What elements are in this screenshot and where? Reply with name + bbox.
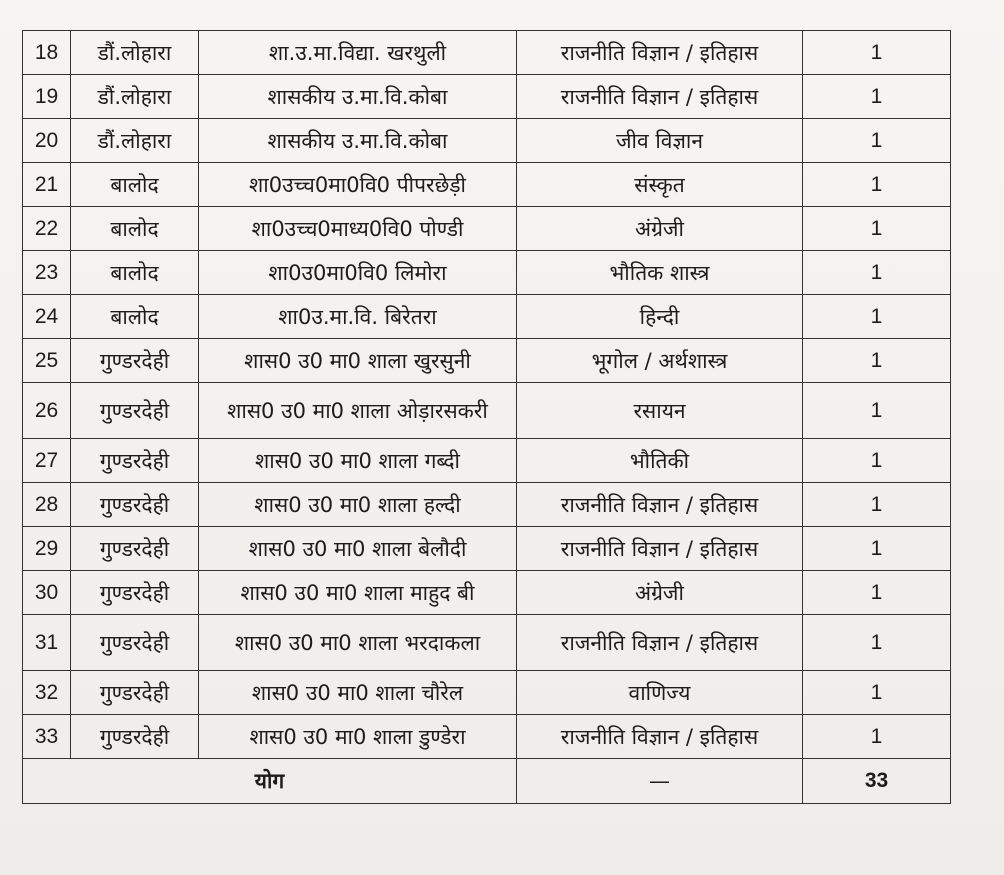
table-row <box>23 251 951 295</box>
post-count-cell: 1 <box>803 119 951 163</box>
serial-number-cell: 24 <box>23 295 71 339</box>
post-count-cell: 1 <box>803 527 951 571</box>
table-row <box>23 571 951 615</box>
post-count-cell: 1 <box>803 251 951 295</box>
post-count-cell: 1 <box>803 715 951 759</box>
table-row <box>23 339 951 383</box>
post-count-cell: 1 <box>803 75 951 119</box>
subject-cell: राजनीति विज्ञान / इतिहास <box>517 31 803 75</box>
table-row <box>23 163 951 207</box>
subject-cell: राजनीति विज्ञान / इतिहास <box>517 483 803 527</box>
post-count-cell: 1 <box>803 439 951 483</box>
school-name-cell: शासकीय उ.मा.वि.कोबा <box>199 75 517 119</box>
post-count-cell: 1 <box>803 163 951 207</box>
table-row <box>23 31 951 75</box>
serial-number-cell: 32 <box>23 671 71 715</box>
serial-number-cell: 29 <box>23 527 71 571</box>
school-name-cell: शा0उच्च0मा0वि0 पीपरछेड़ी <box>199 163 517 207</box>
subject-cell: राजनीति विज्ञान / इतिहास <box>517 527 803 571</box>
block-cell: गुण्डरदेही <box>71 571 199 615</box>
school-name-cell: शा0उच्च0माध्य0वि0 पोण्डी <box>199 207 517 251</box>
table-row <box>23 615 951 671</box>
serial-number-cell: 22 <box>23 207 71 251</box>
subject-cell: भूगोल / अर्थशास्त्र <box>517 339 803 383</box>
school-name-cell: शास0 उ0 मा0 शाला माहुद बी <box>199 571 517 615</box>
subject-cell: राजनीति विज्ञान / इतिहास <box>517 715 803 759</box>
table-row <box>23 527 951 571</box>
table-row <box>23 383 951 439</box>
total-count: 33 <box>803 759 951 804</box>
table-row <box>23 75 951 119</box>
subject-cell: भौतिक शास्त्र <box>517 251 803 295</box>
school-name-cell: शास0 उ0 मा0 शाला भरदाकला <box>199 615 517 671</box>
serial-number-cell: 28 <box>23 483 71 527</box>
block-cell: गुण्डरदेही <box>71 615 199 671</box>
post-count-cell: 1 <box>803 207 951 251</box>
subject-cell: राजनीति विज्ञान / इतिहास <box>517 615 803 671</box>
block-cell: गुण्डरदेही <box>71 527 199 571</box>
serial-number-cell: 21 <box>23 163 71 207</box>
serial-number-cell: 19 <box>23 75 71 119</box>
post-count-cell: 1 <box>803 483 951 527</box>
serial-number-cell: 33 <box>23 715 71 759</box>
block-cell: गुण्डरदेही <box>71 715 199 759</box>
block-cell: बालोद <box>71 251 199 295</box>
school-name-cell: शा0उ.मा.वि. बिरेतरा <box>199 295 517 339</box>
post-count-cell: 1 <box>803 571 951 615</box>
block-cell: गुण्डरदेही <box>71 383 199 439</box>
vacancy-table <box>22 30 951 804</box>
subject-cell: अंग्रेजी <box>517 207 803 251</box>
serial-number-cell: 27 <box>23 439 71 483</box>
subject-cell: राजनीति विज्ञान / इतिहास <box>517 75 803 119</box>
block-cell: डौं.लोहारा <box>71 31 199 75</box>
subject-cell: रसायन <box>517 383 803 439</box>
subject-cell: वाणिज्य <box>517 671 803 715</box>
table-row <box>23 483 951 527</box>
post-count-cell: 1 <box>803 295 951 339</box>
block-cell: गुण्डरदेही <box>71 339 199 383</box>
subject-cell: संस्कृत <box>517 163 803 207</box>
serial-number-cell: 30 <box>23 571 71 615</box>
serial-number-cell: 23 <box>23 251 71 295</box>
serial-number-cell: 20 <box>23 119 71 163</box>
post-count-cell: 1 <box>803 615 951 671</box>
block-cell: गुण्डरदेही <box>71 483 199 527</box>
table-body <box>23 31 951 759</box>
school-name-cell: शासकीय उ.मा.वि.कोबा <box>199 119 517 163</box>
serial-number-cell: 25 <box>23 339 71 383</box>
table-row <box>23 439 951 483</box>
total-subject: — <box>517 759 803 804</box>
subject-cell: भौतिकी <box>517 439 803 483</box>
subject-cell: जीव विज्ञान <box>517 119 803 163</box>
total-label: योग <box>23 759 517 804</box>
table-row <box>23 119 951 163</box>
post-count-cell: 1 <box>803 671 951 715</box>
school-name-cell: शास0 उ0 मा0 शाला हल्दी <box>199 483 517 527</box>
block-cell: बालोद <box>71 295 199 339</box>
total-row <box>23 759 951 804</box>
school-name-cell: शास0 उ0 मा0 शाला चौरेल <box>199 671 517 715</box>
block-cell: डौं.लोहारा <box>71 75 199 119</box>
table-row <box>23 207 951 251</box>
post-count-cell: 1 <box>803 31 951 75</box>
school-name-cell: शास0 उ0 मा0 शाला बेलौदी <box>199 527 517 571</box>
school-name-cell: शा.उ.मा.विद्या. खरथुली <box>199 31 517 75</box>
school-name-cell: शा0उ0मा0वि0 लिमोरा <box>199 251 517 295</box>
table-row <box>23 295 951 339</box>
subject-cell: अंग्रेजी <box>517 571 803 615</box>
school-name-cell: शास0 उ0 मा0 शाला गब्दी <box>199 439 517 483</box>
block-cell: डौं.लोहारा <box>71 119 199 163</box>
block-cell: गुण्डरदेही <box>71 439 199 483</box>
serial-number-cell: 26 <box>23 383 71 439</box>
table-row <box>23 671 951 715</box>
block-cell: गुण्डरदेही <box>71 671 199 715</box>
school-name-cell: शास0 उ0 मा0 शाला ओड़ारसकरी <box>199 383 517 439</box>
school-name-cell: शास0 उ0 मा0 शाला खुरसुनी <box>199 339 517 383</box>
serial-number-cell: 18 <box>23 31 71 75</box>
post-count-cell: 1 <box>803 339 951 383</box>
block-cell: बालोद <box>71 163 199 207</box>
serial-number-cell: 31 <box>23 615 71 671</box>
table-row <box>23 715 951 759</box>
post-count-cell: 1 <box>803 383 951 439</box>
subject-cell: हिन्दी <box>517 295 803 339</box>
school-name-cell: शास0 उ0 मा0 शाला डुण्डेरा <box>199 715 517 759</box>
block-cell: बालोद <box>71 207 199 251</box>
